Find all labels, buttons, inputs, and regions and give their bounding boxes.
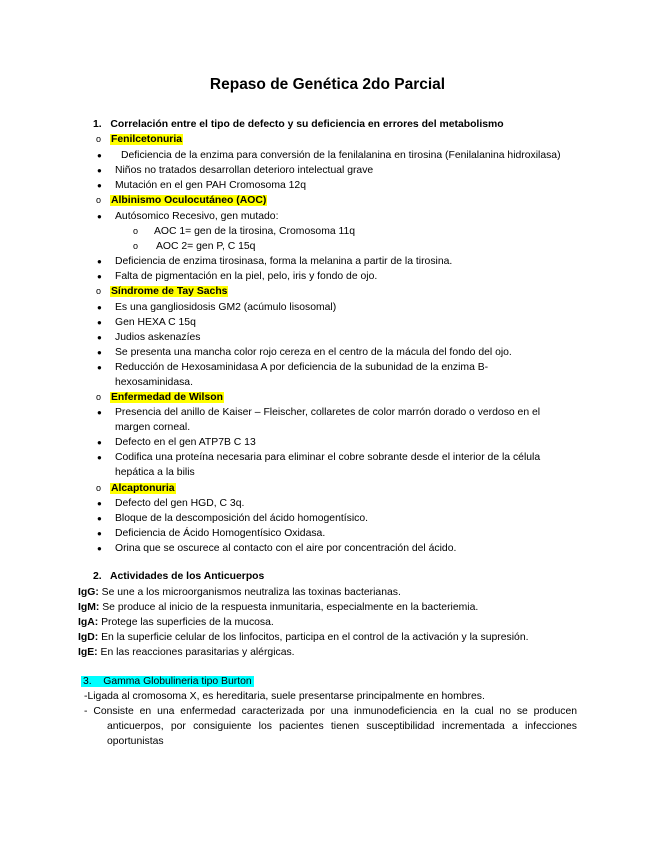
antibody-row (78, 586, 401, 599)
bullet-icon: ● (97, 514, 102, 523)
bullet-icon: ● (97, 318, 102, 327)
list-item: Presencia del anillo de Kaiser – Fleischer, collaretes de color marrón dorado o verdoso en el (115, 407, 541, 418)
list-item-continued: margen corneal. (115, 422, 191, 433)
bullet-icon: ● (97, 363, 102, 372)
list-item: Codifica una proteína necesaria para eliminar el cobre sobrante desde el interior de la célula (115, 452, 541, 463)
bullet-icon: ● (97, 257, 102, 266)
bullet-icon: ● (97, 544, 102, 553)
bullet-icon: ● (97, 272, 102, 281)
antibody-row (78, 601, 478, 614)
section-3-heading (81, 675, 254, 688)
antibody-text: En las reacciones parasitarias y alérgicas. (97, 647, 295, 658)
list-item: Niños no tratados desarrollan deterioro intelectual grave (115, 165, 374, 176)
disease-heading: Alcaptonuria (111, 483, 175, 494)
paragraph-line: - Consiste en una enfermedad caracterizada por una inmunodeficiencia en la cual no se producen (84, 706, 577, 717)
circle-bullet-icon: o (96, 286, 102, 296)
list-item: Gen HEXA C 15q (115, 317, 196, 328)
bullet-icon: ● (97, 453, 102, 462)
bullet-icon: ● (97, 438, 102, 447)
section-1-heading (93, 118, 504, 131)
paragraph-line: anticuerpos, por consiguiente los pacientes tienen susceptibilidad incrementada a infecciones (107, 721, 577, 732)
list-item: Autósomico Recesivo, gen mutado: (115, 211, 279, 222)
bullet-icon: ● (97, 151, 102, 160)
bullet-icon: ● (97, 212, 102, 221)
antibody-row (78, 646, 295, 659)
antibody-text: Se une a los microorganismos neutraliza las toxinas bacterianas. (98, 587, 401, 598)
section-3-title: Gamma Globulineria tipo Burton (103, 676, 252, 687)
list-item: Reducción de Hexosaminidasa A por deficiencia de la subunidad de la enzima B- (115, 362, 489, 373)
list-item: Defecto en el gen ATP7B C 13 (115, 437, 256, 448)
disease-heading: Síndrome de Tay Sachs (111, 286, 228, 297)
bullet-icon: ● (97, 303, 102, 312)
circle-bullet-icon: o (96, 134, 102, 144)
page-title: Repaso de Genética 2do Parcial (209, 76, 446, 93)
section-1-title: Correlación entre el tipo de defecto y su deficiencia en errores del metabolismo (110, 119, 504, 130)
disease-heading: Fenilcetonuria (111, 134, 183, 145)
list-item: Judios askenazíes (115, 332, 201, 343)
disease-heading: Albinismo Oculocutáneo (AOC) (111, 195, 267, 206)
antibody-text: Se produce al inicio de la respuesta inmunitaria, especialmente en la bacteriemia. (99, 602, 479, 613)
paragraph-line: -Ligada al cromosoma X, es hereditaria, suele presentarse principalmente en hombres. (84, 691, 485, 702)
list-item: Se presenta una mancha color rojo cereza en el centro de la mácula del fondo del ojo. (115, 347, 512, 358)
section-2-number: 2. (93, 571, 102, 582)
bullet-icon: ● (97, 181, 102, 190)
list-item: Bloque de la descomposición del ácido homogentísico. (115, 513, 368, 524)
antibody-label: IgG: (78, 587, 99, 598)
section-2-heading (93, 570, 264, 583)
bullet-icon: ● (97, 333, 102, 342)
bullet-icon: ● (97, 166, 102, 175)
list-item: Mutación en el gen PAH Cromosoma 12q (115, 180, 306, 191)
bullet-icon: ● (97, 348, 102, 357)
circle-bullet-icon: o (96, 392, 102, 402)
list-item: Orina que se oscurece al contacto con el aire por concentración del ácido. (115, 543, 457, 554)
list-item: Es una gangliosidosis GM2 (acúmulo lisosomal) (115, 302, 337, 313)
list-item: Deficiencia de Ácido Homogentísico Oxidasa. (115, 528, 326, 539)
antibody-row (78, 616, 274, 629)
list-item: Defecto del gen HGD, C 3q. (115, 498, 245, 509)
antibody-label: IgD: (78, 632, 99, 643)
list-item: Deficiencia de la enzima para conversión de la fenilalanina en tirosina (Fenilalanina hidroxilasa) (121, 150, 561, 161)
section-1-number: 1. (93, 119, 102, 130)
sub-list-item: AOC 1= gen de la tirosina, Cromosoma 11q (154, 226, 356, 237)
disease-heading: Enfermedad de Wilson (111, 392, 223, 403)
list-item-continued: hexosaminidasa. (115, 377, 193, 388)
sub-list-item: AOC 2= gen P, C 15q (156, 241, 256, 252)
paragraph-line: oportunistas (107, 736, 164, 747)
list-item-continued: hepática a la bilis (115, 467, 195, 478)
antibody-text: En la superficie celular de los linfocitos, participa en el control de la activación y la supresión. (98, 632, 529, 643)
section-3-number: 3. (83, 676, 92, 687)
antibody-text: Protege las superficies de la mucosa. (98, 617, 274, 628)
antibody-label: IgM: (78, 602, 100, 613)
circle-bullet-icon: o (133, 241, 139, 251)
circle-bullet-icon: o (133, 226, 139, 236)
antibody-label: IgE: (78, 647, 98, 658)
bullet-icon: ● (97, 408, 102, 417)
section-2-title: Actividades de los Anticuerpos (109, 571, 265, 582)
antibody-row (78, 631, 529, 644)
list-item: Falta de pigmentación en la piel, pelo, iris y fondo de ojo. (115, 271, 378, 282)
bullet-icon: ● (97, 529, 102, 538)
bullet-icon: ● (97, 499, 102, 508)
circle-bullet-icon: o (96, 483, 102, 493)
antibody-label: IgA: (78, 617, 99, 628)
circle-bullet-icon: o (96, 195, 102, 205)
list-item: Deficiencia de enzima tirosinasa, forma la melanina a partir de la tirosina. (115, 256, 453, 267)
